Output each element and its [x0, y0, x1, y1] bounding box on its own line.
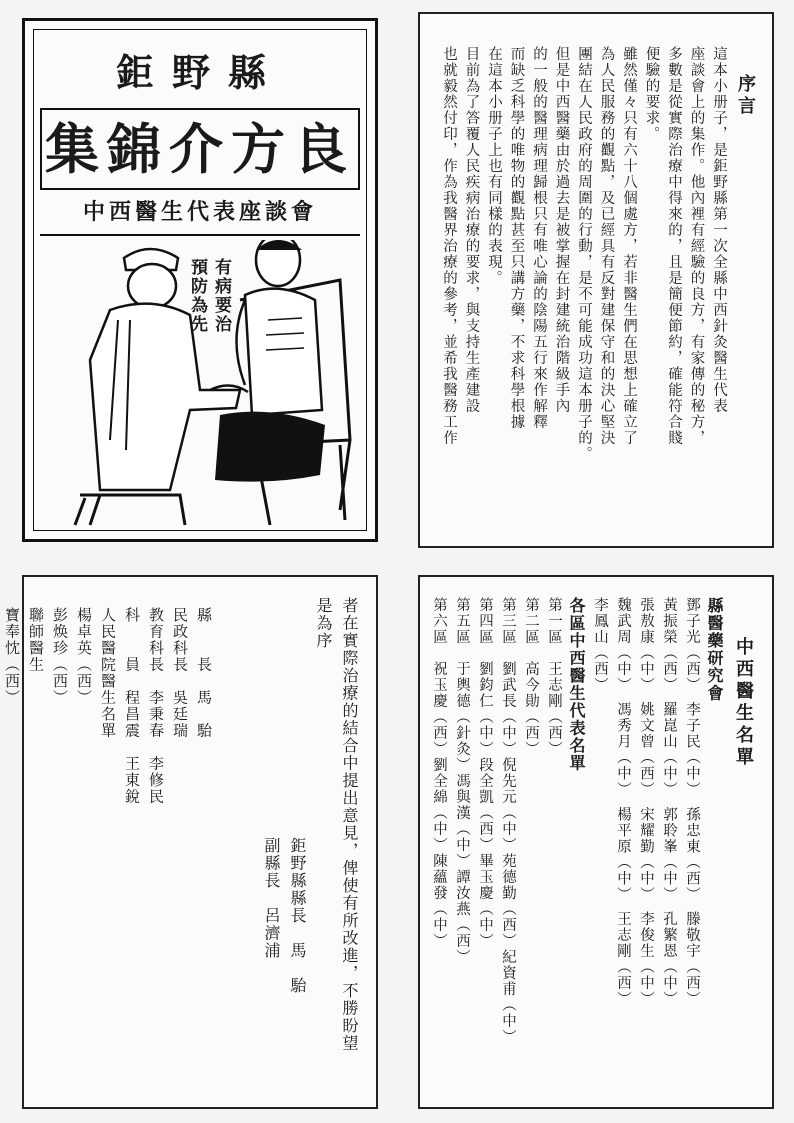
preface-line: 座談會上的集作。他內裡有經驗的良方，有家傳的秘方， — [688, 46, 705, 446]
signature-panel — [3, 575, 378, 1109]
association-name: 縣醫藥研究會 — [705, 597, 724, 702]
official-row: 民政科長 吳廷瑞 — [171, 607, 189, 739]
signature-deputy: 副縣長 呂濟浦 — [262, 837, 281, 960]
hospital-doctor: 彭焕珍（西） — [51, 607, 69, 706]
official-row: 科 員 程昌震 王東銳 — [123, 607, 141, 805]
army-doctor: 寶奉忱（西） — [3, 607, 21, 706]
official-row: 教育科長 李秉春 李修民 — [147, 607, 165, 805]
district-row: 第二區 高今勛（西） — [523, 597, 539, 757]
preface-signature — [258, 837, 310, 1087]
district-row: 第四區 劉鈞仁（中）段全凱（西）畢玉慶（中） — [477, 597, 493, 949]
district-heading: 各區中西醫生代表名單 — [567, 597, 586, 772]
roster-line: 鄧子光（西） 李子民（中） 孫忠東（西） 滕敬宇（西） — [684, 597, 700, 1008]
preface-line: 在這本小册子上也有同樣的表現。 — [486, 46, 502, 286]
preface-line: 團結在人民政府的周圍的行動，是不可能成功這本册子的。 — [576, 46, 592, 462]
cover-county-title: 鉅野縣 — [115, 50, 284, 95]
preface-line: 為人民服務的觀點，及已經具有反對建保守和的決心堅決 — [598, 46, 615, 446]
roster-line: 李鳳山（西） — [592, 597, 608, 693]
district-row: 第五區 于輿德（針灸）馮與漢（中）譚汝燕（西） — [454, 597, 470, 965]
preface-line: 便驗的要求。 — [643, 46, 660, 142]
cover-main-title: 集錦介方良 — [40, 108, 360, 190]
official-row: 縣 長 馬 駘 — [195, 607, 213, 739]
preface-heading: 序言 — [735, 74, 756, 118]
preface-closing — [310, 597, 362, 1097]
preface-line: 目前為了答覆人民疾病治療的要求，與支持生產建設 — [463, 46, 480, 414]
district-row: 第三區 劉武長（中）倪先元（中）苑德勤（西）紀資甫（中） — [500, 597, 516, 1045]
caption-prevent: 預防為先 — [187, 258, 207, 334]
cover-panel — [22, 18, 378, 542]
roster-body — [427, 597, 726, 1097]
signature-magistrate: 鉅野縣縣長 馬 駘 — [288, 837, 307, 995]
army-doctor-heading: 聯師醫生 — [27, 607, 45, 673]
cover-frame — [33, 29, 367, 531]
preface-line: 多數是從實際治療中得來的，且是簡便節約，確能符合賤 — [666, 46, 682, 446]
preface-line: 但是中西醫藥由於過去是被掌握在封建統治階級手內 — [553, 46, 570, 414]
closing-line: 者在實際治療的結合中提出意見，俾使有所改進，不勝盼望 — [340, 597, 359, 1052]
roster-panel — [418, 575, 774, 1109]
roster-line: 黃振榮（西） 羅崑山（中） 郭聆峯（中） 孔繁恩（中） — [661, 597, 677, 1008]
preface-line: 而缺乏科學的唯物的觀點甚至只講方藥，不求科學根據 — [508, 46, 525, 430]
cover-illustration — [40, 240, 360, 524]
cover-subtitle: 中西醫生代表座談會 — [40, 190, 360, 236]
preface-line: 也就毅然付印，作為我醫界治療的參考，並希我醫務工作 — [441, 46, 457, 446]
preface-line: 這本小册子，是鉅野縣第一次全縣中西針灸醫生代表 — [711, 46, 727, 414]
preface-line: 的一般的醫理病理歸根只有唯心論的陰陽五行來作解釋 — [531, 46, 547, 430]
preface-line: 雖然僅々只有六十八個處方，若非醫生們在思想上確立了 — [621, 46, 637, 446]
district-row: 第六區 祝玉慶（西）劉全綿（中）陳蘊發（中） — [431, 597, 447, 949]
roster-line: 魏武周（中） 馮秀月（中） 楊平原（中） 王志剛（西） — [615, 597, 631, 1008]
preface-panel — [418, 12, 774, 548]
hospital-heading: 人民醫院醫生名單 — [99, 607, 117, 739]
hospital-doctor: 楊卓英（西） — [75, 607, 93, 706]
caption-treat: 有病要治 — [211, 258, 231, 334]
officials-list — [0, 607, 216, 907]
roster-line: 張敖康（中） 姚文曾（西） 宋耀勤（中） 李俊生（中） — [638, 597, 654, 1008]
roster-heading: 中西醫生名單 — [733, 637, 754, 769]
preface-body — [438, 46, 731, 541]
district-row: 第一區 王志剛（西） — [546, 597, 562, 757]
closing-line: 是為序 — [314, 597, 333, 650]
